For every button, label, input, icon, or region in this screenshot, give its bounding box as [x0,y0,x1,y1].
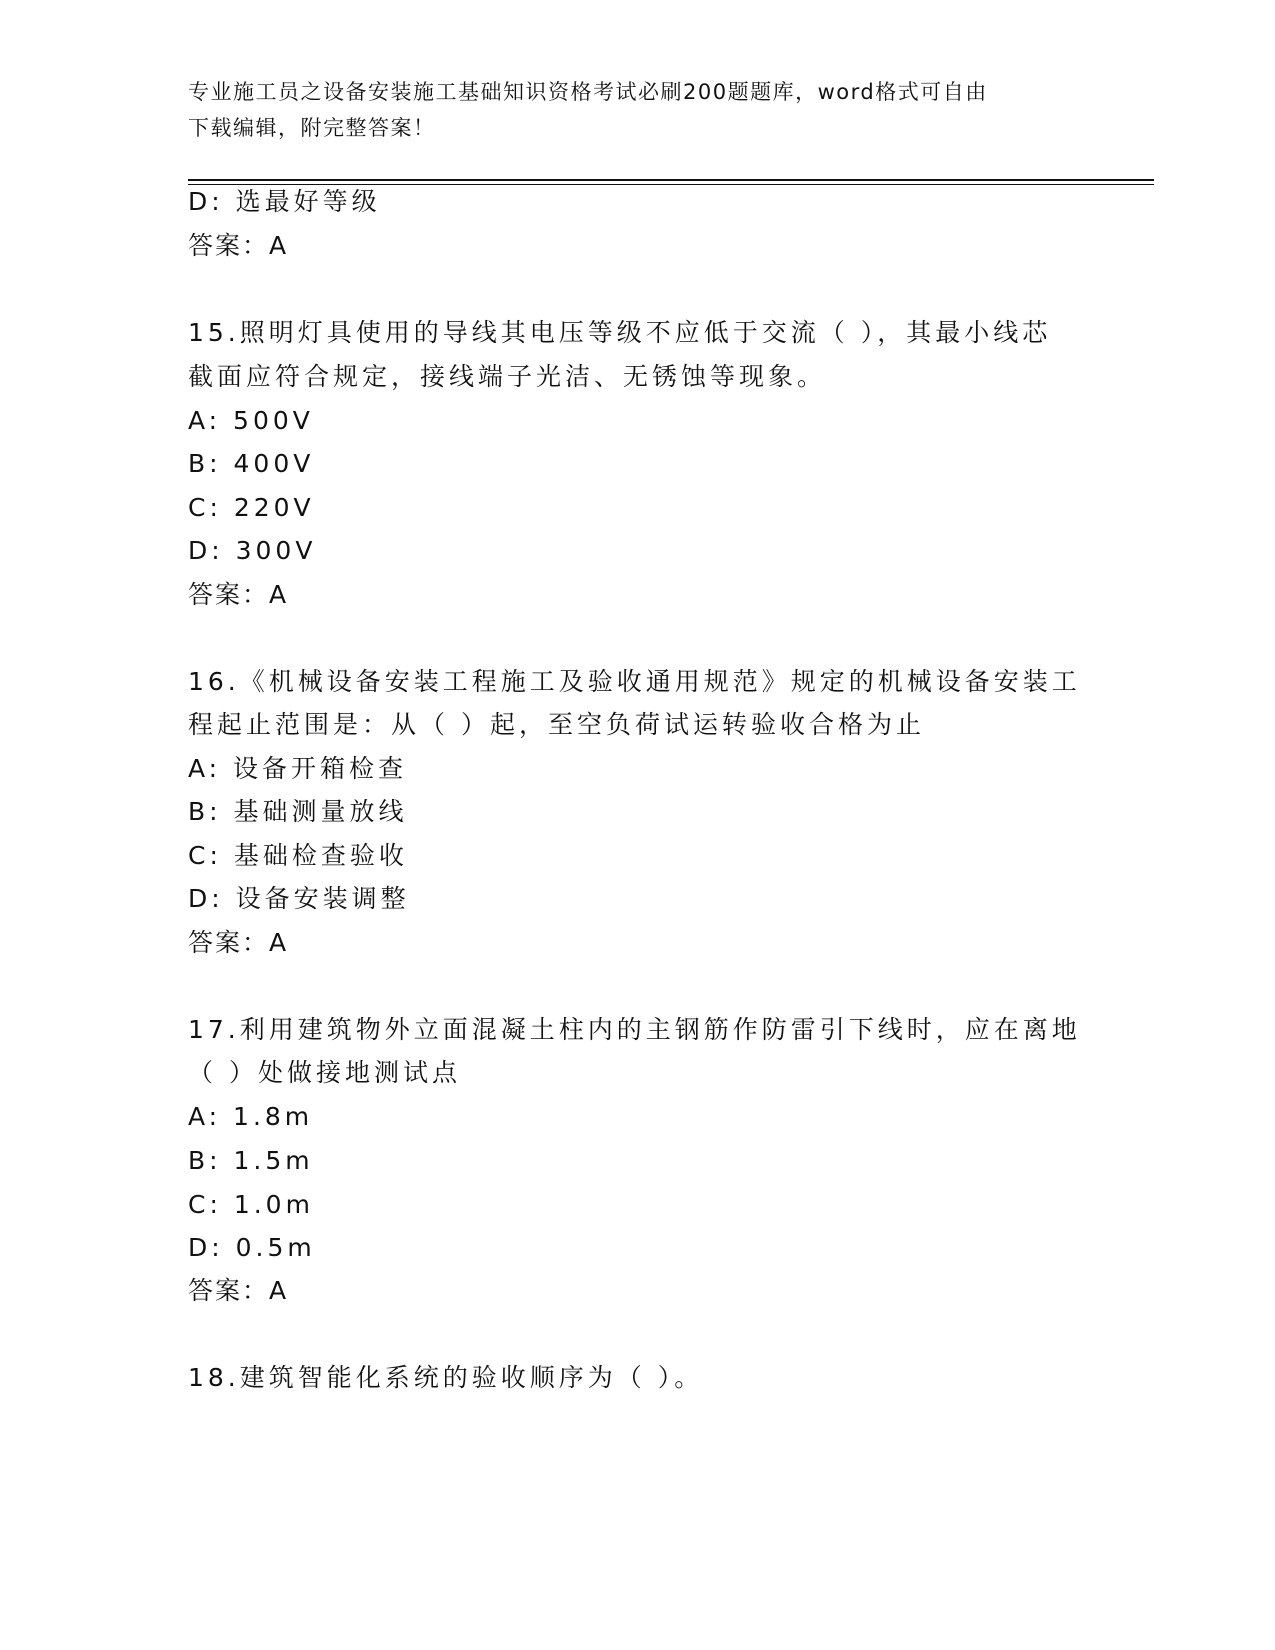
q15-stem-line-1: 15.照明灯具使用的导线其电压等级不应低于交流（ ），其最小线芯 [188,318,1052,347]
q17-option-d: D: 0.5m [188,1233,316,1262]
q15-option-d: D: 300V [188,536,317,565]
q17-stem-line-1: 17.利用建筑物外立面混凝土柱内的主钢筋作防雷引下线时，应在离地 [188,1015,1081,1044]
q16-stem-line-1: 16.《机械设备安装工程施工及验收通用规范》规定的机械设备安装工 [188,667,1081,696]
header-divider-thin [188,184,1154,185]
header-title-line-1: 专业施工员之设备安装施工基础知识资格考试必刷200题题库，word格式可自由 [188,80,988,104]
document-header [188,74,1068,146]
q17-option-b: B: 1.5m [188,1146,314,1175]
q14-answer: 答案：A [188,231,289,260]
q17-option-a: A: 1.8m [188,1102,314,1131]
q17-option-c: C: 1.0m [188,1190,314,1219]
q16-option-a: A: 设备开箱检查 [188,754,408,783]
q16-stem-line-2: 程起止范围是：从（ ）起，至空负荷试运转验收合格为止 [188,710,925,739]
q16-answer: 答案：A [188,928,289,957]
header-divider-thick [188,179,1154,181]
q15-option-c: C: 220V [188,493,315,522]
q15-stem-line-2: 截面应符合规定，接线端子光洁、无锈蚀等现象。 [188,362,827,391]
q16-option-d: D: 设备安装调整 [188,884,410,913]
q15-answer: 答案：A [188,580,289,609]
q18-stem-line-1: 18.建筑智能化系统的验收顺序为（ ）。 [188,1363,704,1392]
q15-option-a: A: 500V [188,406,314,435]
q17-answer: 答案：A [188,1276,289,1305]
q16-option-b: B: 基础测量放线 [188,797,408,826]
q14-option-d: D: 选最好等级 [188,187,381,216]
header-title-line-2: 下载编辑，附完整答案！ [188,116,436,140]
q17-stem-line-2: （ ）处做接地测试点 [188,1058,461,1087]
q16-option-c: C: 基础检查验收 [188,841,408,870]
q15-option-b: B: 400V [188,449,315,478]
